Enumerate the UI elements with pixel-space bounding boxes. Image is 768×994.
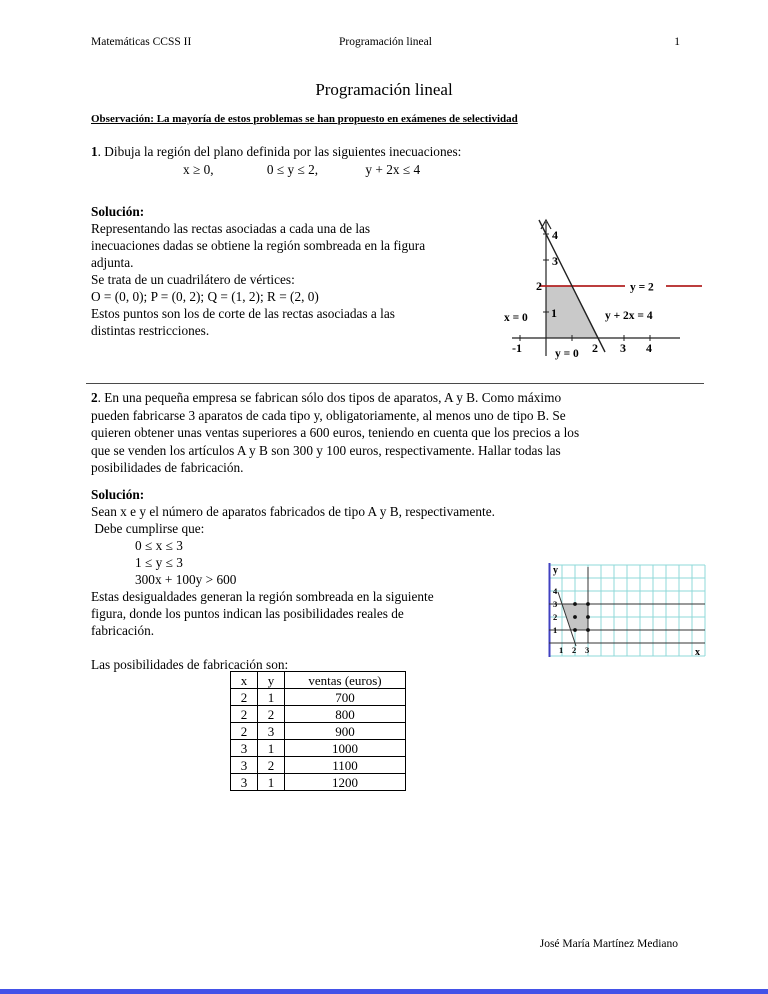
header-course: Matemáticas CCSS II bbox=[91, 36, 192, 48]
figure2-plot bbox=[545, 560, 710, 662]
cell-y: 1 bbox=[258, 740, 285, 757]
text-line: Estos puntos son los de corte de las rectas asociadas a las bbox=[91, 306, 395, 321]
y-tick-2: 2 bbox=[536, 279, 542, 293]
cell-ventas: 1000 bbox=[285, 740, 406, 757]
inequality-x: x ≥ 0, bbox=[183, 162, 214, 177]
x-tick-1: 1 bbox=[559, 645, 564, 655]
table-row bbox=[231, 740, 406, 757]
constraint-line: 0 ≤ x ≤ 3 bbox=[135, 538, 183, 553]
cell-x: 3 bbox=[231, 774, 258, 791]
x-tick-2: 2 bbox=[592, 341, 598, 355]
cell-y: 1 bbox=[258, 689, 285, 706]
label-y-equals-2: y = 2 bbox=[630, 281, 654, 294]
text-line: Se trata de un cuadrilátero de vértices: bbox=[91, 272, 295, 287]
label-y-plus-2x-equals-4: y + 2x = 4 bbox=[605, 310, 653, 322]
y-tick-4: 4 bbox=[553, 586, 558, 596]
solution-label: Solución: bbox=[91, 487, 145, 502]
x-tick-2: 2 bbox=[572, 645, 577, 655]
text-line: fabricación. bbox=[91, 623, 155, 638]
text-line: quieren obtener unas ventas superiores a 600 euros, teniendo en cuenta que los precios a los bbox=[91, 425, 580, 440]
label-y-equals-0: y = 0 bbox=[555, 348, 579, 360]
problem1-statement-text: . Dibuja la región del plano definida por las siguientes inecuaciones: bbox=[97, 144, 462, 159]
text-line: pueden fabricarse 3 aparatos de cada tipo y, obligatoriamente, al menos uno de tipo B. Se bbox=[91, 407, 566, 423]
possibilities-table bbox=[230, 671, 406, 791]
constraint-line: 1 ≤ y ≤ 3 bbox=[135, 555, 183, 570]
x-axis-label: x bbox=[695, 647, 700, 658]
text-line bbox=[91, 389, 680, 407]
y-tick-1: 1 bbox=[553, 625, 558, 635]
x-tick-minus1: -1 bbox=[512, 341, 522, 355]
column-header-y: y bbox=[258, 672, 285, 689]
x-tick-3: 3 bbox=[585, 645, 590, 655]
text-line: adjunta. bbox=[91, 255, 134, 270]
cell-ventas: 700 bbox=[285, 689, 406, 706]
table-row bbox=[231, 706, 406, 723]
cell-x: 2 bbox=[231, 723, 258, 740]
table-row bbox=[231, 757, 406, 774]
text-line: distintas restricciones. bbox=[91, 323, 210, 338]
cell-x: 3 bbox=[231, 740, 258, 757]
text-line: O = (0, 0); P = (0, 2); Q = (1, 2); R = (2, 0) bbox=[91, 289, 319, 304]
figure-problem1 bbox=[498, 206, 713, 366]
cell-ventas: 1200 bbox=[285, 774, 406, 791]
bottom-blue-bar bbox=[0, 989, 768, 994]
inequality-line: y + 2x ≤ 4 bbox=[365, 162, 421, 177]
header-topic: Programación lineal bbox=[339, 36, 432, 48]
problem1-solution bbox=[91, 203, 511, 339]
footer-author: José María Martínez Mediano bbox=[539, 938, 678, 950]
cell-y: 2 bbox=[258, 706, 285, 723]
cell-x: 2 bbox=[231, 689, 258, 706]
y-tick-4: 4 bbox=[552, 228, 558, 242]
cell-y: 3 bbox=[258, 723, 285, 740]
column-header-ventas: ventas (euros) bbox=[285, 672, 406, 689]
cell-y: 2 bbox=[258, 757, 285, 774]
possibilities-intro: Las posibilidades de fabricación son: bbox=[91, 657, 289, 672]
figure1-plot bbox=[498, 206, 713, 366]
x-tick-4: 4 bbox=[646, 341, 652, 355]
text-line: que se venden los artículos A y B son 300 y 100 euros, respectivamente. Hallar todas las bbox=[91, 442, 561, 458]
y-tick-1: 1 bbox=[551, 306, 557, 320]
problem1-number: 1 bbox=[91, 144, 98, 159]
figure-problem2 bbox=[545, 560, 710, 662]
text-line: Estas desigualdades generan la región sombreada en la siguiente bbox=[91, 589, 434, 604]
page-title: Programación lineal bbox=[315, 80, 453, 99]
cell-x: 2 bbox=[231, 706, 258, 723]
cell-y: 1 bbox=[258, 774, 285, 791]
y-axis-label: y bbox=[553, 565, 558, 576]
text-line: Representando las rectas asociadas a cada una de las bbox=[91, 221, 371, 236]
observation-note: Observación: La mayoría de estos problemas se han propuesto en exámenes de selectividad bbox=[91, 113, 518, 125]
cell-ventas: 800 bbox=[285, 706, 406, 723]
text-line: inecuaciones dadas se obtiene la región sombreada en la figura bbox=[91, 238, 426, 253]
text-line: Sean x e y el número de aparatos fabricados de tipo A y B, respectivamente. bbox=[91, 504, 495, 519]
table-row bbox=[231, 689, 406, 706]
text-line: Debe cumplirse que: bbox=[91, 521, 205, 536]
solution-label: Solución: bbox=[91, 204, 145, 219]
problem1-statement bbox=[91, 143, 680, 160]
problem2-statement bbox=[91, 389, 680, 477]
problem1-inequalities bbox=[91, 161, 420, 178]
label-x-equals-0: x = 0 bbox=[504, 312, 528, 324]
inequality-y: 0 ≤ y ≤ 2, bbox=[266, 162, 319, 177]
cell-x: 3 bbox=[231, 757, 258, 774]
text-line: posibilidades de fabricación. bbox=[91, 460, 244, 475]
section-divider bbox=[86, 383, 704, 384]
table-row bbox=[231, 774, 406, 791]
header-page-number: 1 bbox=[674, 36, 680, 48]
table-header-row bbox=[231, 672, 406, 689]
problem2-number: 2 bbox=[91, 390, 98, 405]
cell-ventas: 900 bbox=[285, 723, 406, 740]
cell-ventas: 1100 bbox=[285, 757, 406, 774]
table-row bbox=[231, 723, 406, 740]
problem2-statement-text: . En una pequeña empresa se fabrican sólo dos tipos de aparatos, A y B. Como máximo bbox=[97, 390, 562, 405]
x-tick-3: 3 bbox=[620, 341, 626, 355]
page-header bbox=[91, 36, 680, 48]
constraint-line: 300x + 100y > 600 bbox=[135, 572, 237, 587]
text-line: figura, donde los puntos indican las posibilidades reales de bbox=[91, 606, 404, 621]
column-header-x: x bbox=[231, 672, 258, 689]
y-tick-3: 3 bbox=[553, 599, 558, 609]
y-tick-3: 3 bbox=[552, 254, 558, 268]
y-tick-2: 2 bbox=[553, 612, 558, 622]
